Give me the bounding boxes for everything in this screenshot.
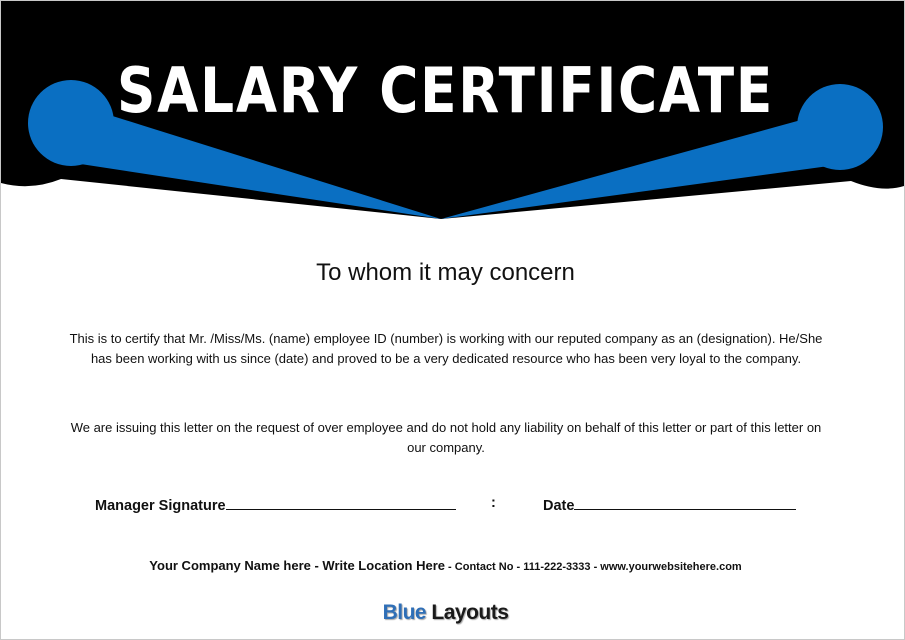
manager-signature-line (226, 495, 456, 510)
certification-paragraph: This is to certify that Mr. /Miss/Ms. (name) employee ID (number) is working with our reputed company as an (designation). He/She has been working with us since (date) and proved to be a very dedicated resource who has been very loyal to the company. (69, 331, 823, 366)
contact-label: - Contact No - (445, 561, 524, 573)
certificate-title: SALARY CERTIFICATE (117, 54, 774, 127)
company-name-location: Your Company Name here - Write Location Here (149, 558, 445, 573)
date-label: Date (543, 498, 575, 514)
manager-signature-label: Manager Signature (95, 498, 226, 514)
signature-row (1, 495, 904, 517)
date-field (543, 495, 796, 514)
date-line (574, 495, 796, 510)
brand-word-blue: Blue (382, 601, 427, 624)
greeting-heading: To whom it may concern (316, 259, 575, 286)
brand-logo (1, 601, 890, 625)
brand-word-layouts: Layouts (431, 601, 509, 624)
contact-details: 111-222-3333 - www.yourwebsitehere.com (523, 561, 742, 573)
liability-paragraph: We are issuing this letter on the request of over employee and do not hold any liability on behalf of this letter or part of this letter on our company. (70, 420, 822, 455)
manager-signature-field (95, 495, 456, 514)
company-footer (1, 558, 890, 573)
signature-separator: : (491, 495, 496, 511)
